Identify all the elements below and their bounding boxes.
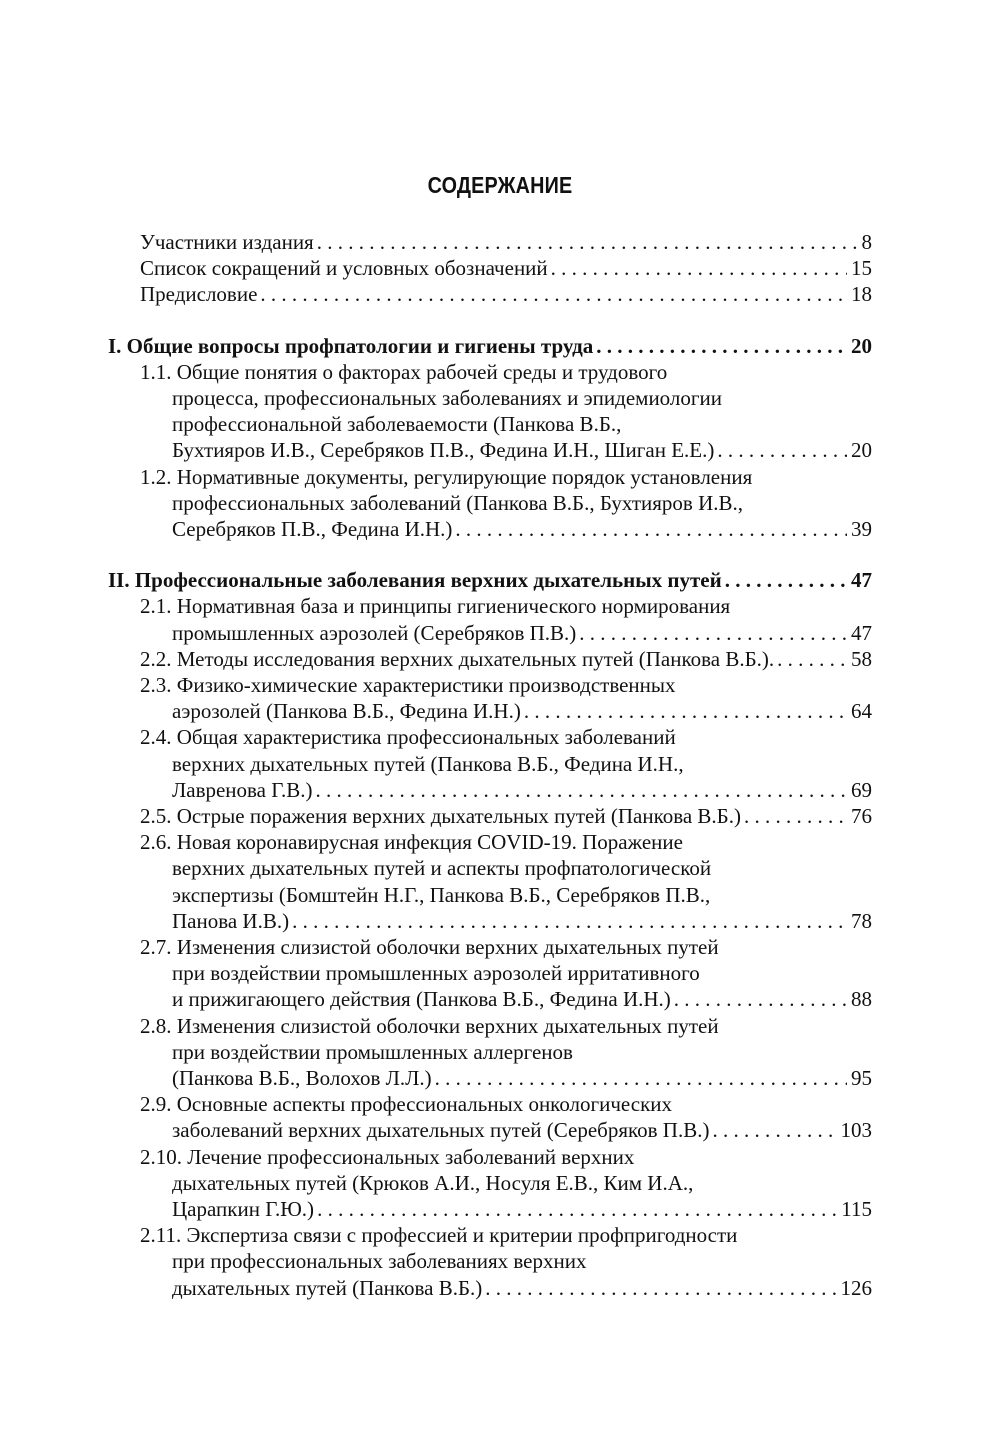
toc-entry-front [140,254,872,282]
toc-entry-line [172,907,872,935]
toc-entry-line [172,1247,586,1275]
dot-leader [741,802,847,830]
toc-entry-line [172,1195,872,1223]
toc-entry-line [140,1012,719,1040]
entry-text: 1.1. Общие понятия о факторах рабочей среды и трудового [140,359,668,384]
toc-entry-line [140,671,676,699]
toc-entry-line [140,645,872,673]
entry-text: Серебряков П.В., Федина И.Н.) [172,517,453,541]
toc-entry-line [172,384,722,412]
toc-entry-line [140,1221,737,1249]
dot-leader [314,228,858,256]
entry-text: 2.2. Методы исследования верхних дыхательных путей (Панкова В.Б.). [140,646,775,671]
entry-text: Список сокращений и условных обозначений [140,256,548,281]
page-number: 115 [841,1197,872,1221]
toc-entry-line [140,358,667,386]
dot-leader [671,985,847,1013]
page-title: СОДЕРЖАНИЕ [427,172,573,198]
dot-leader [774,645,847,673]
entry-text: 2.11. Экспертиза связи с профессией и критерии профпригодности [140,1223,738,1248]
page-number: 47 [851,568,872,593]
toc-entry-line [172,515,872,543]
page-number: 8 [861,230,872,254]
page-number: 58 [851,646,872,671]
toc-entry-line [172,619,872,647]
entry-text: Панова И.В.) [172,908,290,933]
toc-entry-line [172,489,743,517]
toc-entry-front [140,280,872,308]
entry-text: при профессиональных заболеваниях верхних [172,1249,587,1274]
entry-text: заболеваний верхних дыхательных путей (Серебряков П.В.) [172,1118,710,1143]
entry-text: экспертизы (Бомштейн Н.Г., Панкова В.Б., Серебряков П.В., [172,882,711,907]
toc-entry-line [140,1143,634,1171]
toc-entry-line [172,1274,872,1302]
page-number: 78 [851,908,872,933]
toc-entry-line [172,881,710,909]
entry-text: дыхательных путей (Панкова В.Б.) [172,1275,483,1300]
toc-entry-line [140,802,872,830]
dot-leader [593,332,847,360]
entry-text: 2.10. Лечение профессиональных заболеваний верхних [140,1144,635,1169]
entry-text: II. Профессиональные заболевания верхних дыхательных путей [108,568,722,593]
page-number: 95 [851,1066,872,1090]
page-number: 39 [851,517,872,541]
toc-entry-line [172,1038,573,1066]
toc-entry-line [172,436,872,464]
entry-text: 2.7. Изменения слизистой оболочки верхних дыхательных путей [140,935,719,959]
entry-text: 2.3. Физико-химические характеристики производственных [140,673,676,697]
entry-text: Участники издания [140,230,314,254]
section-heading [108,332,872,360]
entry-text: Лавренова Г.В.) [172,777,313,802]
entry-text: Царапкин Г.Ю.) [172,1197,315,1221]
dot-leader [548,254,847,282]
toc-entry-line [140,592,730,620]
dot-leader [714,436,847,464]
page-number: 15 [851,256,872,281]
toc-entry-line [140,463,752,491]
dot-leader [576,619,847,647]
page-number: 88 [851,987,872,1012]
page-number: 69 [851,777,872,802]
entry-text: I. Общие вопросы профпатологии и гигиены труда [108,333,594,358]
dot-leader [432,1064,847,1092]
section-heading [108,566,872,594]
entry-text: Предисловие [140,282,258,307]
toc-entry-line [140,1090,672,1118]
dot-leader [313,776,847,804]
entry-text: аэрозолей (Панкова В.Б., Федина И.Н.) [172,699,521,724]
toc-entry-line [140,933,719,961]
toc-entry-line [172,854,711,882]
toc-entry-line [172,750,684,778]
entry-text: 2.6. Новая коронавирусная инфекция COVID-19. Поражение [140,830,683,855]
entry-text: 1.2. Нормативные документы, регулирующие порядок установления [140,464,753,489]
page-number: 76 [851,804,872,828]
toc-entry-line [172,410,621,438]
dot-leader [452,515,847,543]
entry-text: при воздействии промышленных аэрозолей ирритативного [172,961,700,986]
page-number: 20 [851,438,872,463]
page-number: 47 [851,620,872,645]
entry-text: верхних дыхательных путей и аспекты профпатологической [172,856,712,881]
toc-entry-line [172,776,872,804]
toc-entry-line [172,985,872,1013]
toc-entry-line [172,697,872,725]
entry-text: (Панкова В.Б., Волохов Л.Л.) [172,1066,432,1090]
toc-entry-line [172,1169,693,1197]
page-number: 18 [851,282,872,307]
toc-entry-front [140,228,872,256]
entry-text: 2.5. Острые поражения верхних дыхательных путей (Панкова В.Б.) [140,804,741,828]
toc-entry-line [172,1116,872,1144]
dot-leader [521,697,847,725]
page-number: 20 [851,333,872,358]
toc-entry-line [172,1064,872,1092]
entry-text: 2.8. Изменения слизистой оболочки верхних дыхательных путей [140,1013,719,1038]
toc-entry-line [140,723,676,751]
toc-entry-line [140,828,683,856]
entry-text: 2.9. Основные аспекты профессиональных онкологических [140,1092,673,1117]
page-number: 103 [840,1118,872,1143]
page-number: 64 [851,699,872,724]
dot-leader [314,1195,837,1223]
entry-text: промышленных аэрозолей (Серебряков П.В.) [172,620,577,645]
dot-leader [482,1274,836,1302]
entry-text: 2.4. Общая характеристика профессиональных заболеваний [140,725,676,750]
entry-text: и прижигающего действия (Панкова В.Б., Федина И.Н.) [172,987,671,1012]
entry-text: верхних дыхательных путей (Панкова В.Б., Федина И.Н., [172,751,684,776]
entry-text: 2.1. Нормативная база и принципы гигиенического нормирования [140,594,731,619]
entry-text: при воздействии промышленных аллергенов [172,1039,573,1064]
entry-text: Бухтияров И.В., Серебряков П.В., Федина И.Н., Шиган Е.Е.) [172,438,715,463]
entry-text: профессиональных заболеваний (Панкова В.Б., Бухтияров И.В., [172,490,744,515]
page-number: 126 [840,1275,872,1300]
dot-leader [722,566,847,594]
dot-leader [257,280,847,308]
entry-text: профессиональной заболеваемости (Панкова В.Б., [172,412,622,437]
toc-entry-line [172,959,700,987]
entry-text: процесса, профессиональных заболеваниях и эпидемиологии [172,386,722,410]
dot-leader [709,1116,836,1144]
entry-text: дыхательных путей (Крюков А.И., Носуля Е.В., Ким И.А., [172,1170,694,1195]
dot-leader [289,907,847,935]
